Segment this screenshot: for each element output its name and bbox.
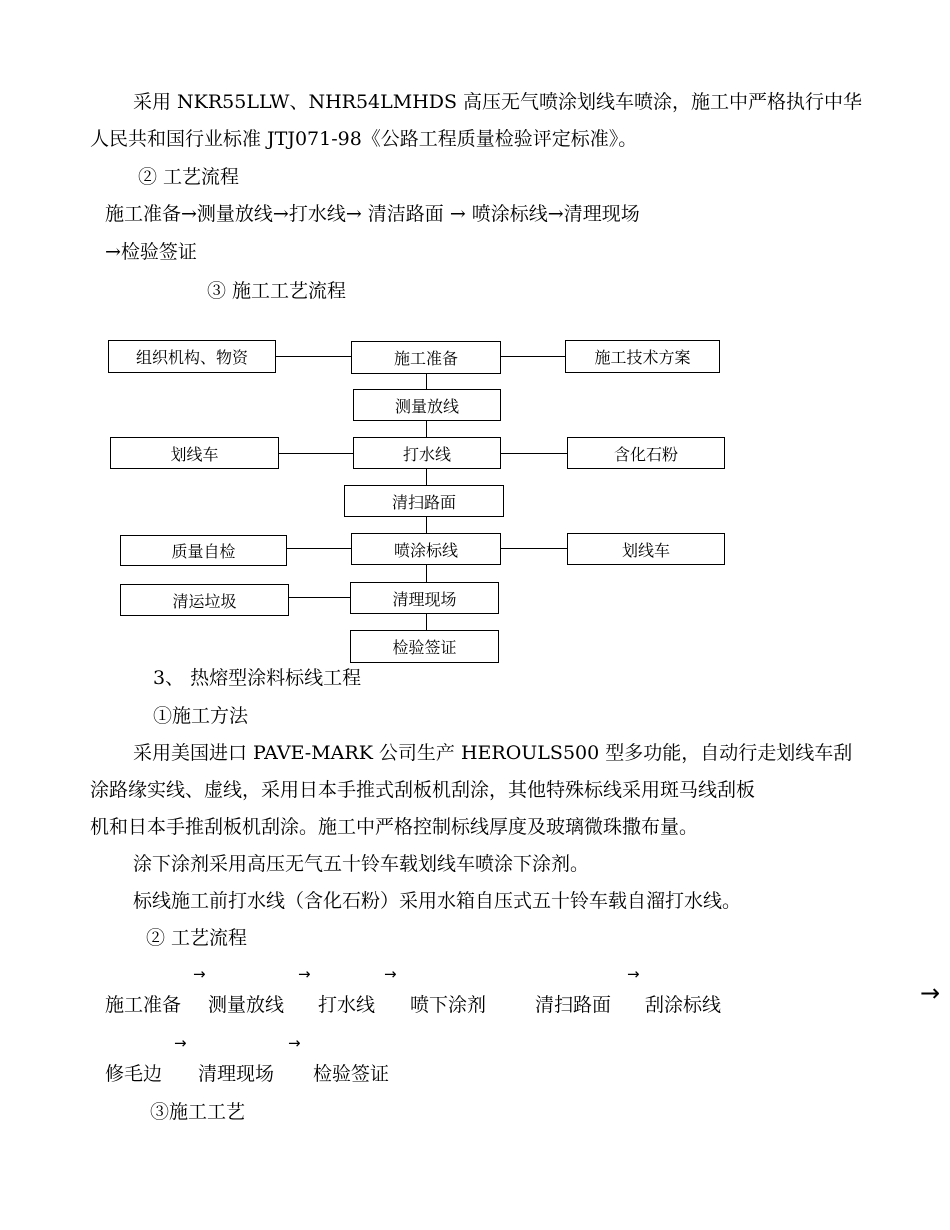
arrow-icon: → (384, 965, 397, 983)
connector-line (501, 356, 565, 357)
paragraph-line: 机和日本手推刮板机刮涂。施工中严格控制标线厚度及玻璃微珠撒布量。 (90, 816, 699, 838)
flow-box-qingyun-laji: 清运垃圾 (120, 584, 289, 616)
arrow-icon: → (174, 1034, 187, 1052)
flow-box-pentu-biaoxian: 喷涂标线 (351, 533, 501, 565)
flow-step: 清扫路面 (535, 994, 612, 1016)
flow-box-jianyan-qianzheng: 检验签证 (350, 630, 499, 663)
connector-line (287, 548, 351, 549)
flow-step: 打水线 (318, 994, 376, 1016)
flow-text-line: →检验签证 (105, 241, 197, 263)
flow-box-qingli-xianchang: 清理现场 (350, 582, 499, 614)
flow-step: 测量放线 (208, 994, 285, 1016)
flow-box-qingsao-lumian: 清扫路面 (344, 485, 504, 517)
flow-step: 清理现场 (198, 1063, 275, 1085)
connector-line (276, 356, 351, 357)
flow-box-zuzhi-jigou: 组织机构、物资 (108, 340, 276, 373)
paragraph-line: 采用美国进口 PAVE-MARK 公司生产 HEROULS500 型多功能，自动行走划线车刮 (133, 742, 853, 764)
connector-line (501, 453, 567, 454)
paragraph-line: 人民共和国行业标准 JTJ071-98《公路工程质量检验评定标准》。 (90, 128, 638, 150)
method-heading: ①施工方法 (153, 705, 249, 727)
paragraph-line: 涂下涂剂采用高压无气五十铃车载划线车喷涂下涂剂。 (133, 853, 590, 875)
arrow-icon: → (193, 965, 206, 983)
flow-box-huaxianche-right: 划线车 (567, 533, 725, 565)
heading-process: ② 工艺流程 (138, 166, 240, 188)
flow-step: 刮涂标线 (645, 994, 722, 1016)
flow-step: 检验签证 (313, 1063, 390, 1085)
connector-line (501, 548, 567, 549)
section-heading: 3、 热熔型涂料标线工程 (153, 667, 362, 689)
flow-step: 喷下涂剂 (410, 994, 487, 1016)
connector-line (279, 453, 353, 454)
flow-step: 修毛边 (105, 1063, 163, 1085)
flow-box-jishu-fangan: 施工技术方案 (565, 340, 720, 373)
paragraph-line: 采用 NKR55LLW、NHR54LMHDS 高压无气喷涂划线车喷涂，施工中严格执行中华 (133, 91, 863, 113)
paragraph-line: 标线施工前打水线（含化石粉）采用水箱自压式五十铃车载自溜打水线。 (133, 890, 742, 912)
arrow-icon: → (288, 1034, 301, 1052)
flow-text-line: 施工准备→测量放线→打水线→ 清洁路面 → 喷涂标线→清理现场 (105, 203, 640, 225)
flow-box-zhiliang-zijian: 质量自检 (120, 535, 287, 566)
flow-box-hanhua-shifen: 含化石粉 (567, 437, 725, 469)
flow-box-dashuixian: 打水线 (353, 437, 501, 469)
paragraph-line: 涂路缘实线、虚线，采用日本手推式刮板机刮涂，其他特殊标线采用斑马线刮板 (90, 779, 756, 801)
flow-box-celiang-fangxian: 测量放线 (353, 389, 501, 421)
connector-line (289, 597, 350, 598)
flow-step: 施工准备 (105, 994, 182, 1016)
arrow-icon: → (920, 979, 941, 1007)
flow-box-shigong-zhunbei: 施工准备 (351, 341, 501, 374)
flow-box-huaxianche-left: 划线车 (110, 437, 279, 469)
process-heading: ② 工艺流程 (146, 927, 248, 949)
heading-craft-flow: ③ 施工工艺流程 (207, 280, 347, 302)
arrow-icon: → (298, 965, 311, 983)
craft-heading: ③施工工艺 (150, 1101, 246, 1123)
arrow-icon: → (627, 965, 640, 983)
